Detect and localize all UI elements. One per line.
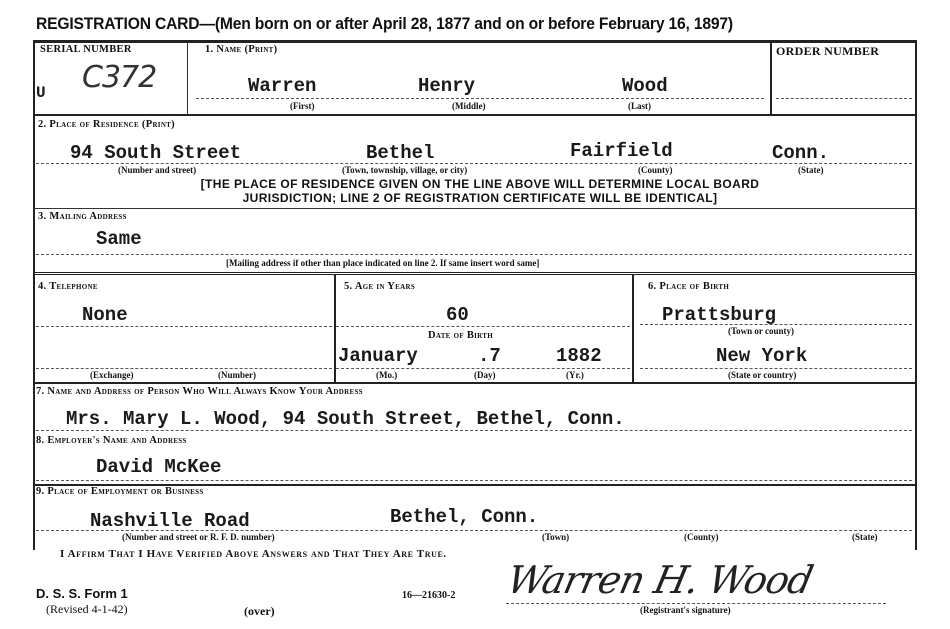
- mailing-address-label: 3. Mailing Address: [38, 211, 127, 222]
- employment-street-caption: (Number and street or R. F. D. number): [122, 532, 275, 542]
- employment-county-caption: (County): [684, 532, 719, 542]
- jurisdiction-notice-line2: JURISDICTION; LINE 2 OF REGISTRATION CERTIFICATE WILL BE IDENTICAL]: [242, 191, 718, 205]
- name-first-caption: (First): [290, 101, 315, 111]
- name-middle: Henry: [418, 75, 476, 97]
- card-title-eligibility: (Men born on or after April 28, 1877 and on or before February 16, 1897): [214, 14, 733, 33]
- age-line: [336, 326, 630, 327]
- left-border: [33, 40, 35, 550]
- telephone-line-2: [36, 368, 332, 369]
- divider: [187, 42, 188, 114]
- residence-street-caption: (Number and street): [118, 165, 197, 175]
- row-divider: [34, 114, 916, 116]
- row-divider: [34, 382, 916, 384]
- order-number-label: ORDER NUMBER: [776, 44, 880, 58]
- divider: [334, 274, 336, 382]
- name-middle-caption: (Middle): [452, 101, 486, 111]
- residence-town-caption: (Town, township, village, or city): [342, 165, 468, 175]
- mailing-address-value: Same: [96, 228, 142, 250]
- birth-year: 1882: [556, 345, 602, 367]
- name-last: Wood: [622, 75, 668, 97]
- residence-label: 2. Place of Residence (Print): [38, 119, 175, 130]
- employer-label: 8. Employer's Name and Address: [36, 435, 187, 446]
- birthplace-town: Prattsburg: [662, 304, 777, 326]
- jurisdiction-notice-line1: [THE PLACE OF RESIDENCE GIVEN ON THE LINE ABOVE WILL DETERMINE LOCAL BOARD: [200, 177, 760, 191]
- employment-label: 9. Place of Employment or Business: [36, 486, 204, 497]
- serial-number-label: SERIAL NUMBER: [40, 44, 132, 55]
- jurisdiction-notice: [90, 177, 870, 205]
- mailing-address-caption: [Mailing address if other than place indicated on line 2. If same insert word same]: [226, 258, 540, 268]
- date-of-birth-label: Date of Birth: [428, 330, 493, 341]
- employment-state-caption: (State): [852, 532, 878, 542]
- telephone-value: None: [82, 304, 128, 326]
- over-note: (over): [244, 604, 275, 618]
- telephone-line: [36, 326, 332, 327]
- contact-value: Mrs. Mary L. Wood, 94 South Street, Bethel, Conn.: [66, 408, 625, 430]
- order-number-line: [776, 98, 912, 99]
- birth-day: .7: [478, 345, 501, 367]
- row-divider: [34, 272, 916, 275]
- divider: [770, 42, 772, 114]
- employment-street: Nashville Road: [90, 510, 250, 532]
- registrant-signature: Warren H. Wood: [503, 558, 817, 602]
- birthplace-town-line: [640, 324, 912, 325]
- name-label: 1. Name (Print): [205, 44, 278, 55]
- birth-month: January: [338, 345, 418, 367]
- residence-street: 94 South Street: [70, 142, 242, 164]
- serial-number-value: C372: [82, 60, 157, 95]
- top-border: [34, 40, 916, 43]
- residence-town: Bethel: [366, 142, 435, 164]
- mailing-line: [36, 254, 912, 255]
- telephone-number-caption: (Number): [218, 370, 256, 380]
- birthplace-state-caption: (State or country): [728, 370, 797, 380]
- birthplace-state: New York: [716, 345, 808, 367]
- contact-label: 7. Name and Address of Person Who Will Always Know Your Address: [36, 386, 363, 397]
- divider: [632, 274, 634, 382]
- card-title: [36, 14, 733, 34]
- residence-state-caption: (State): [798, 165, 824, 175]
- name-first: Warren: [248, 75, 317, 97]
- employment-town-caption: (Town): [542, 532, 570, 542]
- affirmation-text: I Affirm That I Have Verified Above Answers and That They Are True.: [60, 548, 447, 560]
- residence-county: Fairfield: [570, 140, 673, 162]
- birth-day-caption: (Day): [474, 370, 496, 380]
- serial-prefix: U: [36, 84, 46, 102]
- birthplace-label: 6. Place of Birth: [648, 281, 730, 292]
- employment-town: Bethel, Conn.: [390, 506, 539, 528]
- birth-year-caption: (Yr.): [566, 370, 584, 380]
- birthplace-state-line: [640, 368, 912, 369]
- age-value: 60: [446, 304, 469, 326]
- row-divider: [34, 208, 916, 209]
- birthplace-town-caption: (Town or county): [728, 326, 795, 336]
- telephone-label: 4. Telephone: [38, 281, 98, 292]
- residence-state: Conn.: [772, 142, 830, 164]
- employer-value: David McKee: [96, 456, 222, 478]
- contact-line: [36, 430, 912, 431]
- signature-caption: (Registrant's signature): [640, 605, 731, 615]
- form-number: D. S. S. Form 1: [36, 586, 128, 601]
- employer-line: [36, 480, 912, 481]
- residence-line: [36, 163, 912, 164]
- employment-line: [36, 530, 912, 531]
- signature-line: [506, 603, 886, 604]
- residence-county-caption: (County): [638, 165, 673, 175]
- birth-month-caption: (Mo.): [376, 370, 398, 380]
- name-last-caption: (Last): [628, 101, 651, 111]
- card-title-main: REGISTRATION CARD—: [36, 14, 215, 33]
- age-label: 5. Age in Years: [344, 281, 416, 292]
- name-line: [196, 98, 764, 99]
- telephone-exchange-caption: (Exchange): [90, 370, 134, 380]
- print-code: 16—21630-2: [402, 590, 456, 601]
- dob-line: [336, 368, 630, 369]
- right-border: [915, 40, 917, 550]
- form-revised: (Revised 4-1-42): [46, 602, 128, 616]
